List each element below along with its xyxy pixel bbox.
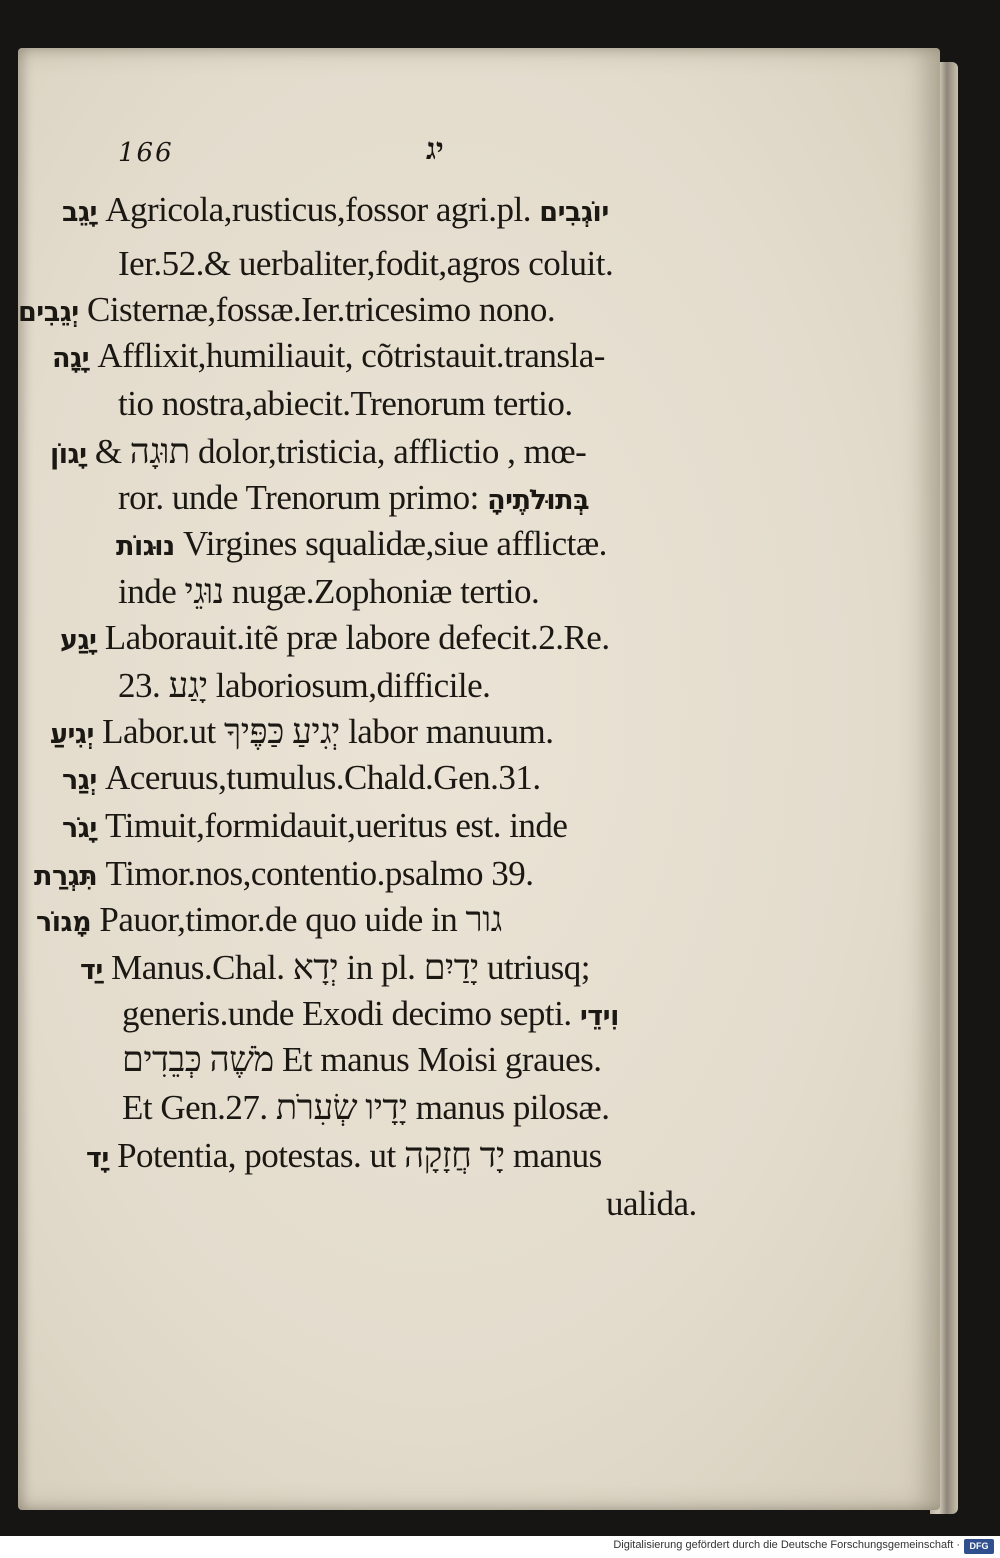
entry-text: Manus.Chal. יְדָא in pl. יָדַיִם utriusq; <box>111 948 590 987</box>
dfg-logo: DFG <box>964 1539 994 1554</box>
hebrew-headword: יָגַע <box>60 625 97 656</box>
hebrew-headword: תִּגְרַת <box>34 861 98 892</box>
entry-text: 23. יָגַע laboriosum,difficile. <box>118 666 491 705</box>
entry-line <box>122 1036 602 1083</box>
hebrew-headword: יָגֹר <box>62 813 97 844</box>
entry-text: Pauor,timor.de quo uide in גור <box>99 900 502 939</box>
page-number: 166 <box>118 138 174 168</box>
hebrew-headword: יְגֵבִים <box>18 297 79 328</box>
entry-line <box>122 1084 610 1131</box>
hebrew-word: בְּתוּלֹתֶיהָ <box>487 485 590 516</box>
entry-text: & תוּגָה dolor,tristicia, afflictio , mœ- <box>94 432 587 471</box>
entry-text: Virgines squalidæ,siue afflictæ. <box>183 524 607 563</box>
entry-line <box>116 520 607 567</box>
entry-line <box>118 662 490 709</box>
entry-line <box>118 240 613 287</box>
entry-line <box>52 332 605 379</box>
entry-line <box>34 850 534 897</box>
hebrew-headword: יְגִיעַ <box>50 719 94 750</box>
entry-line <box>118 568 539 615</box>
hebrew-word: נוּגוֹת <box>116 531 175 562</box>
hebrew-headword: יָד <box>86 1143 109 1174</box>
hebrew-headword: יָגָה <box>52 343 90 374</box>
entry-line <box>80 944 590 991</box>
entry-text: Cisternæ,fossæ.Ier.tricesimo nono. <box>86 290 556 329</box>
entry-text: Laborauit.itẽ præ labore defecit.2.Re. <box>104 618 610 657</box>
entry-line <box>118 380 573 427</box>
entry-text: Potentia, potestas. ut יָד חֲזָקָה manus <box>117 1136 602 1175</box>
entry-line <box>60 614 610 661</box>
entry-text: ror. unde Trenorum primo: <box>118 478 479 517</box>
entry-line <box>50 428 586 475</box>
entry-line <box>86 1132 602 1179</box>
entry-text: Timor.nos,contentio.psalmo 39. <box>105 854 534 893</box>
running-head: יג <box>426 132 444 167</box>
entry-text: ualida. <box>606 1184 697 1223</box>
entry-text: tio nostra,abiecit.Trenorum tertio. <box>118 384 573 423</box>
entry-text: Ier.52.& uerbaliter,fodit,agros coluit. <box>118 244 614 283</box>
entry-text: Afflixit,humiliauit, cõtristauit.transla- <box>97 336 605 375</box>
hebrew-word: יוֹגְבִים <box>539 197 609 228</box>
hebrew-headword: יְגַר <box>62 765 97 796</box>
entry-text: Labor.ut יְגִיעַ כַּפֶּיךָ labor manuum. <box>102 712 554 751</box>
entry-text: Timuit,formidauit,ueritus est. inde <box>105 806 568 845</box>
entry-text: inde נוּגֵי nugæ.Zophoniæ tertio. <box>118 572 540 611</box>
entry-text: Aceruus,tumulus.Chald.Gen.31. <box>105 758 541 797</box>
hebrew-headword: יָגוֹן <box>50 439 87 470</box>
entry-line <box>62 186 609 233</box>
entry-line <box>118 474 589 521</box>
entry-text: Et Gen.27. יָדָיו שְׂעִרֹת manus pilosæ. <box>122 1088 610 1127</box>
entry-line <box>62 802 567 849</box>
digitization-footer <box>0 1536 1000 1558</box>
entry-line <box>62 754 541 801</box>
entry-text: מֹשֶׁה כְּבֵדִים Et manus Moisi graues. <box>122 1040 602 1079</box>
hebrew-headword: יָגֵב <box>62 197 97 228</box>
entry-line <box>50 708 553 755</box>
hebrew-headword: יַד <box>80 955 103 986</box>
entry-line <box>122 990 619 1037</box>
page-header <box>118 132 658 178</box>
entry-text: Agricola,rusticus,fossor agri.pl. <box>105 190 532 229</box>
hebrew-headword: מָגוֹר <box>36 907 92 938</box>
entry-line <box>36 896 502 943</box>
entry-text: generis.unde Exodi decimo septi. <box>122 994 572 1033</box>
footer-credit: Digitalisierung gefördert durch die Deutsche Forschungsgemeinschaft · <box>613 1539 960 1551</box>
entry-line <box>606 1180 697 1227</box>
entry-line <box>18 286 555 333</box>
hebrew-word: וִידֵי <box>579 1001 619 1032</box>
